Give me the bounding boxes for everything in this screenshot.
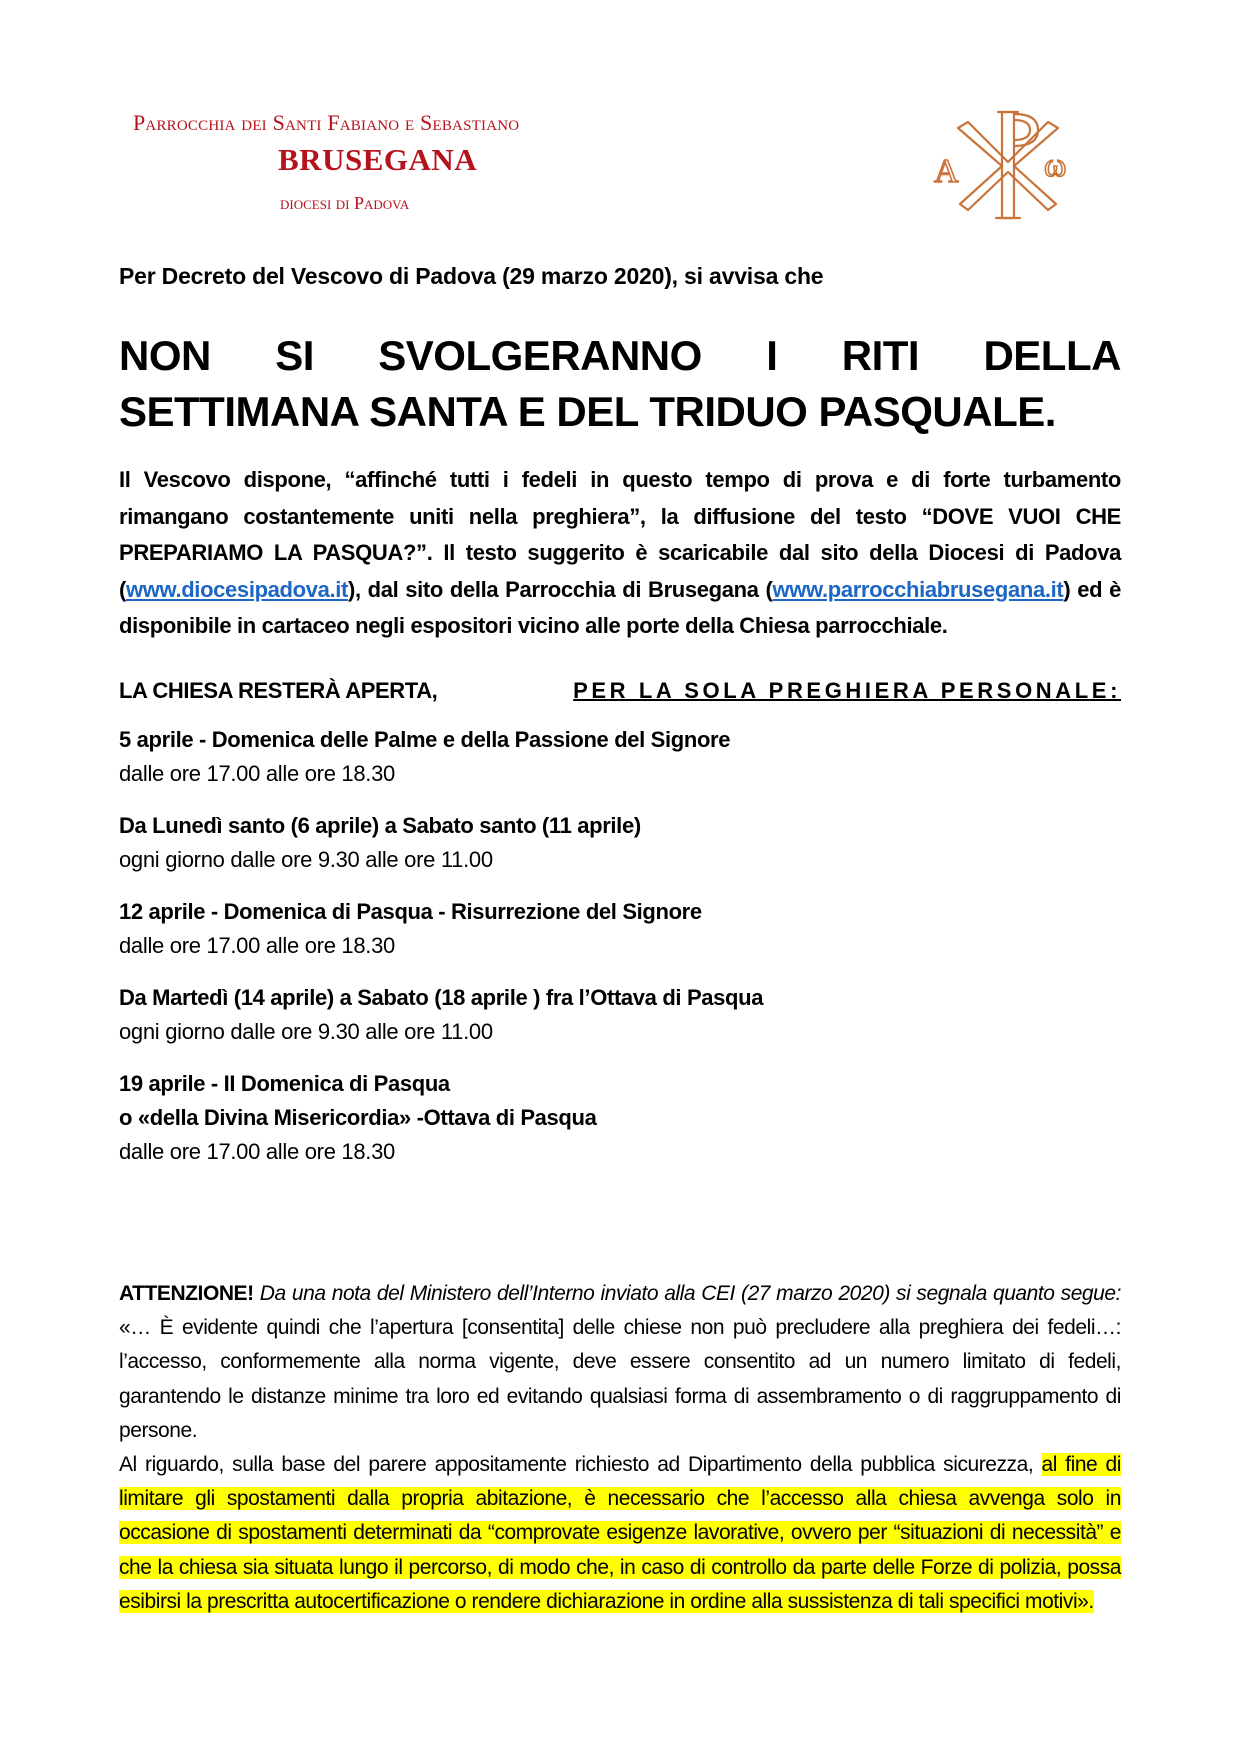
open-notice-lead: LA CHIESA RESTERÀ APERTA, [119,677,438,703]
church-open-notice [119,673,1121,709]
schedule-title: 19 aprile - II Domenica di Pasqua [119,1070,450,1096]
intro-text-1: Il Vescovo dispone, “affinché tutti i fedeli in questo tempo di prova e di forte turbamento rimangano costantemente uniti nella preghiera”, la diffusione del testo “DOVE VUOI CHE PREPARIAMO LA PASQUA?”. Il testo suggerito è scaricabile dal sito della Diocesi di Padova ( [119,467,1121,602]
diocese-website-link[interactable]: www.diocesipadova.it [125,576,348,602]
rho-glyph: P [930,100,931,101]
headline-word: I [766,332,778,379]
schedule-item [119,981,1121,1049]
decree-line: Per Decreto del Vescovo di Padova (29 marzo 2020), si avvisa che [119,263,824,289]
alpha-glyph: A [934,153,959,190]
schedule-hours: ogni giorno dalle ore 9.30 alle ore 11.00 [119,1018,493,1044]
intro-text-3: ) ed è disponibile in cartaceo negli espositori vicino alle porte della Chiesa parrocchiale. [119,576,1121,638]
schedule-hours: ogni giorno dalle ore 9.30 alle ore 11.00 [119,846,493,872]
intro-text-2: ), dal sito della Parrocchia di Brusegana ( [348,576,773,602]
attention-section [119,1277,1121,1619]
headline-line-2: SETTIMANA SANTA E DEL TRIDUO PASQUALE. [119,388,1056,435]
attention-quote: «… È evidente quindi che l’apertura [consentita] delle chiese non può precludere alla preghiera dei fedeli…: l’accesso, conformemente alla norma vigente, deve essere consentito ad un numero limitato di fedeli, garantendo le distanze minime tra loro ed evitando qualsiasi forma di assembramento o di raggruppamento di persone. [119,1316,1121,1442]
attention-plain: Al riguardo, sulla base del parere appositamente richiesto ad Dipartimento della pubblica sicurezza, [119,1453,1042,1477]
headline-word: RITI [841,332,920,379]
schedule-title: Da Martedì (14 aprile) a Sabato (18 aprile ) fra l’Ottava di Pasqua [119,984,764,1010]
schedule-item [119,723,1121,791]
headline-word: SI [275,332,314,379]
omega-glyph: ω [1044,147,1067,184]
schedule-hours: dalle ore 17.00 alle ore 18.30 [119,932,395,958]
headline-word: SVOLGERANNO [378,332,702,379]
schedule-subtitle: o «della Divina Misericordia» -Ottava di Pasqua [119,1104,597,1130]
chi-rho-alpha-omega-icon [930,100,1080,220]
attention-paragraph-2 [119,1448,1121,1619]
notice-body [119,258,1121,1187]
parish-name: Parrocchia dei Santi Fabiano e Sebastiano [133,110,520,135]
schedule-item [119,809,1121,877]
letterhead [0,0,1240,230]
headline-line-1 [119,328,1121,384]
attention-label: ATTENZIONE! [119,1282,254,1305]
schedule-hours: dalle ore 17.00 alle ore 18.30 [119,760,395,786]
schedule-list [119,723,1121,1169]
attention-paragraph [119,1277,1121,1448]
highlighted-text: al fine di limitare gli spostamenti dalla propria abitazione, è necessario che l’accesso alla chiesa avvenga solo in occasione di spostamenti determinati da “comprovate esigenze lavorative, ovvero per “situazioni di necessità” e che la chiesa sia situata lungo il percorso, di modo che, in caso di controllo da parte delle Forze di polizia, possa esibirsi la prescritta autocertificazione o rendere dichiarazione in ordine alla sussistenza di tali specifici motivi». [119,1453,1122,1613]
headline [119,328,1121,440]
schedule-title: 12 aprile - Domenica di Pasqua - Risurrezione del Signore [119,898,702,924]
intro-paragraph [119,462,1121,645]
open-notice-emphasis: PER LA SOLA PREGHIERA PERSONALE: [573,677,1121,703]
headline-word: DELLA [983,332,1121,379]
parish-website-link[interactable]: www.parrocchiabrusegana.it [772,576,1064,602]
schedule-hours: dalle ore 17.00 alle ore 18.30 [119,1138,395,1164]
attention-source: Da una nota del Ministero dell’Interno inviato alla CEI (27 marzo 2020) si segnala quanto segue: [253,1282,1121,1305]
headline-word: NON [119,332,211,379]
schedule-title: 5 aprile - Domenica delle Palme e della Passione del Signore [119,726,731,752]
schedule-item [119,1067,1121,1169]
schedule-item [119,895,1121,963]
diocese-name: diocesi di Padova [280,193,410,213]
town-name: BRUSEGANA [278,142,478,177]
schedule-title: Da Lunedì santo (6 aprile) a Sabato santo (11 aprile) [119,812,641,838]
